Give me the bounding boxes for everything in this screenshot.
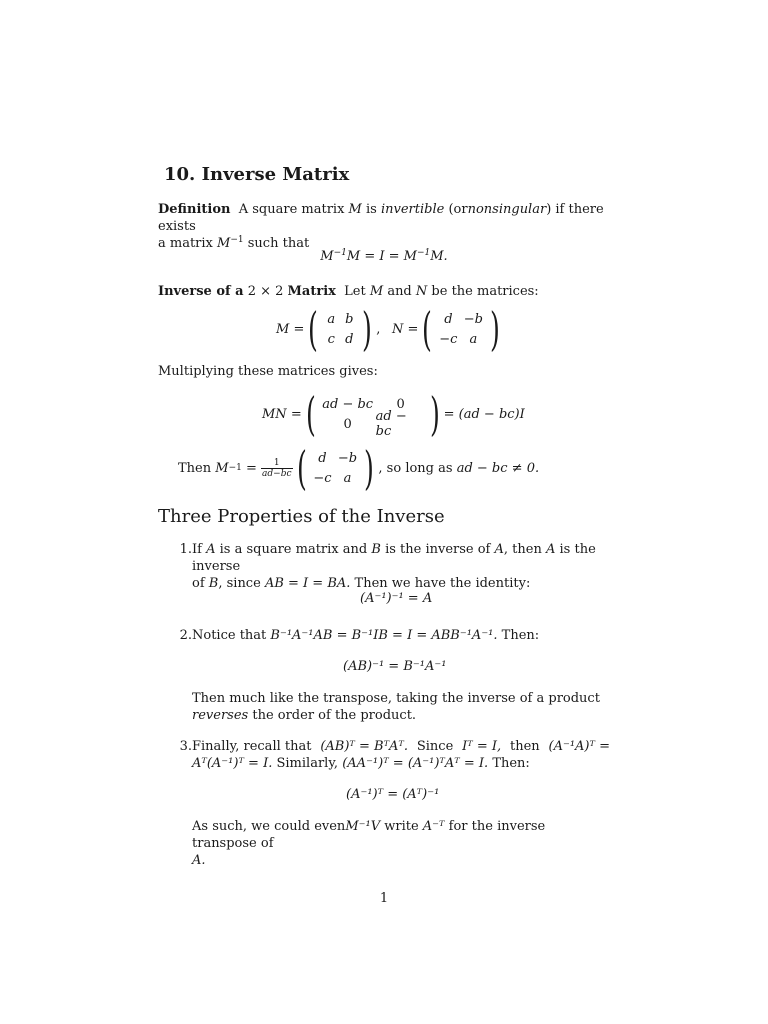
inline-equation: (AB)ᵀ = BᵀAᵀ. [320, 739, 409, 754]
inline-equation: B⁻¹A⁻¹AB = B⁻¹IB = I = ABB⁻¹A⁻¹. [270, 628, 498, 643]
term-reverses: reverses [192, 708, 249, 723]
item-text: If [192, 542, 202, 557]
matrix-cell: a [327, 311, 336, 327]
matrix-cell: −b [463, 311, 483, 327]
matrix-cell: −c [313, 470, 332, 486]
matrix-cell: d [444, 311, 453, 327]
math-A: A [545, 542, 556, 557]
display-equation: (A⁻¹)ᵀ = (Aᵀ)⁻¹ [346, 787, 440, 802]
item-text: is a square matrix and [219, 542, 368, 557]
math-A: A. [192, 853, 206, 868]
math-M: M [217, 236, 231, 251]
fraction [261, 458, 292, 479]
right-paren: ) [364, 441, 375, 495]
matrix-lhs: N = [392, 321, 419, 337]
inline-equation: (A⁻¹A)ᵀ = [548, 739, 610, 754]
item-text: As such, we could even [192, 819, 346, 834]
equals-sign: = [245, 460, 257, 476]
paragraph-text: , so long as [378, 460, 453, 476]
item-text: , then [503, 542, 542, 557]
right-paren: ) [362, 302, 373, 356]
inline-equation: M⁻¹V [345, 819, 381, 834]
matrix-cell: c [327, 331, 335, 347]
matrix-cell: b [345, 311, 354, 327]
list-item [158, 738, 610, 772]
matrix-cells [310, 448, 360, 488]
matrix-cell: −b [337, 450, 358, 466]
item-text: Similarly, [276, 756, 339, 771]
inline-equation: (AA⁻¹)ᵀ = (A⁻¹)ᵀAᵀ = I. [342, 756, 489, 771]
list-item [158, 541, 610, 592]
inverse-2x2-paragraph [158, 283, 610, 300]
definition-text: A square matrix [238, 202, 345, 217]
section-title: 10. Inverse Matrix [164, 164, 350, 185]
matrix-cells [436, 309, 486, 349]
properties-title: Three Properties of the Inverse [158, 506, 445, 527]
definition-text: such that [247, 236, 310, 251]
matrix-cell: 0 [396, 396, 405, 412]
item-number: 1. [179, 542, 192, 557]
left-paren: ( [422, 302, 433, 356]
right-paren: ) [490, 302, 501, 356]
exponent: −1 [230, 235, 244, 245]
math-B: B [208, 576, 219, 591]
condition: ad − bc ≠ 0. [456, 460, 540, 476]
item-text: Notice that [192, 628, 267, 643]
left-paren: ( [296, 441, 307, 495]
exponent: −1 [416, 248, 431, 258]
definition-text: a matrix [158, 236, 213, 251]
matrix-cell: d [318, 450, 327, 466]
term-nonsingular: nonsingular [467, 202, 547, 217]
fraction-numerator: 1 [273, 457, 280, 468]
left-paren: ( [305, 387, 316, 441]
math-A: A [494, 542, 504, 557]
matrix-cell: a [469, 331, 478, 347]
item-text: then [510, 739, 540, 754]
math-N: N [415, 284, 428, 299]
matrix-cells [320, 394, 426, 439]
matrix-size: 2 × 2 [247, 284, 284, 299]
matrix-cell: ad − bc [375, 409, 407, 439]
matrix-lhs: M = [276, 321, 305, 337]
exponent: −1 [333, 248, 347, 258]
item-paragraph [192, 818, 612, 869]
matrix-N [392, 302, 504, 356]
matrix-cell: d [345, 331, 354, 347]
definition-text: (or [448, 202, 468, 217]
definition-paragraph [158, 201, 610, 252]
paragraph-text: and [387, 284, 412, 299]
math-M: M [369, 284, 384, 299]
eq-part: M [320, 249, 334, 264]
display-equation: (A⁻¹)⁻¹ = A [360, 591, 433, 606]
inverse-formula: Then M −1 = $\frac{1}{ad-bc}$ ( d −b −c a ) , so long as ad − bc ≠ 0. [178, 441, 540, 495]
item-paragraph [192, 690, 612, 724]
math-M: M [215, 460, 229, 476]
item-text: is the inverse of [385, 542, 491, 557]
inline-equation: Iᵀ = I, [462, 739, 502, 754]
term-invertible: invertible [380, 202, 445, 217]
display-equation: (AB)⁻¹ = B⁻¹A⁻¹ [343, 659, 447, 674]
eq-part: M. [430, 249, 448, 264]
item-number: 3. [179, 739, 192, 754]
left-paren: ( [308, 302, 319, 356]
comma: , [376, 321, 381, 337]
definition-text: ) if there exists [158, 202, 604, 234]
matrix-lhs: MN = [262, 406, 302, 422]
item-text: Then: [492, 756, 530, 771]
item-text: Then much like the transpose, taking the inverse of a product [192, 691, 600, 706]
matrix-cell: 0 [343, 416, 352, 432]
item-number: 2. [179, 628, 192, 643]
inverse-2x2-label: Matrix [287, 284, 336, 299]
right-paren: ) [429, 387, 440, 441]
definition-label: Definition [158, 202, 231, 217]
inline-equation: A⁻ᵀ [422, 819, 445, 834]
inline-equation: AB = I = BA. [264, 576, 351, 591]
matrix-M [276, 302, 381, 356]
equation-inverse-definition [0, 249, 768, 264]
matrix-cell: a [343, 470, 352, 486]
item-text: Then: [501, 628, 540, 643]
matrix-cell: ad − bc [322, 396, 374, 412]
list-item [158, 627, 610, 644]
item-text: of [192, 576, 205, 591]
math-B: B [371, 542, 381, 557]
page-number: 1 [379, 891, 389, 906]
definition-text: is [366, 202, 377, 217]
eq-part: M = I = M [346, 249, 417, 264]
item-text: Then we have the identity: [354, 576, 531, 591]
item-text: for the inverse transpose of [192, 819, 546, 851]
item-text: , since [218, 576, 261, 591]
item-text: is the inverse [192, 542, 596, 574]
item-text: write [384, 819, 419, 834]
fraction-denominator: ad−bc [262, 468, 292, 479]
matrix-cell: −c [439, 331, 458, 347]
matrix-cells [322, 309, 358, 349]
item-text: Finally, recall that [192, 739, 312, 754]
math-M: M [348, 202, 362, 217]
matrix-rhs: = (ad − bc)I [443, 406, 525, 422]
then-text: Then [178, 460, 212, 476]
matrix-MN [262, 387, 525, 441]
math-A: A [206, 542, 216, 557]
multiplying-text: Multiplying these matrices gives: [158, 364, 378, 379]
inline-equation: Aᵀ(A⁻¹)ᵀ = I. [192, 756, 273, 771]
inverse-2x2-label: Inverse of a [158, 284, 244, 299]
item-text: the order of the product. [252, 708, 417, 723]
paragraph-text: Let [344, 284, 366, 299]
item-text: Since [416, 739, 454, 754]
paragraph-text: be the matrices: [431, 284, 539, 299]
